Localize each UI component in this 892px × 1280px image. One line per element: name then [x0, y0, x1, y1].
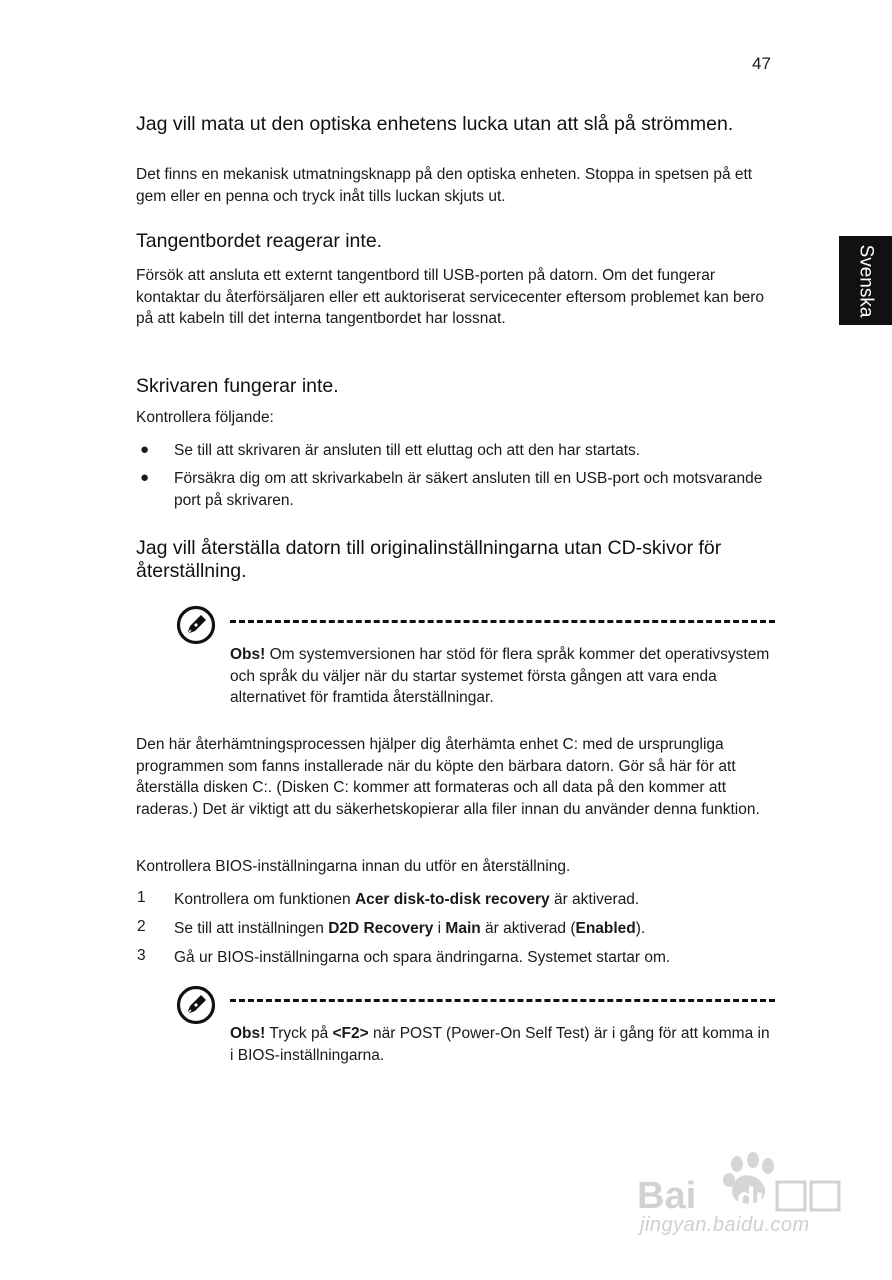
step-bold-text: D2D Recovery: [328, 920, 434, 937]
note-label: Obs!: [230, 646, 266, 663]
page-number: 47: [752, 54, 771, 73]
section-body-keyboard: Försök att ansluta ett externt tangentbord till USB-porten på datorn. Om det fungerar kontaktar du återförsäljaren eller ett auktoriserat servicecenter eftersom problemet kan bero på att kabeln till det interna tangentbordet har lossnat.: [136, 267, 765, 327]
note-pen-icon: [176, 605, 216, 645]
bullet-marker: ●: [140, 469, 150, 486]
bios-check-intro: Kontrollera BIOS-inställningarna innan du utför en återställning.: [136, 858, 571, 875]
language-tab: [839, 236, 892, 325]
step-number: 2: [137, 918, 146, 935]
note-text: Tryck på: [265, 1025, 333, 1042]
note-text: när POST (Power-On Self Test) är i gång för att komma in i BIOS-inställningarna.: [230, 1025, 770, 1064]
step-text: i: [433, 920, 446, 937]
step-bold-text: Acer disk-to-disk recovery: [354, 891, 550, 908]
step-item: [174, 918, 774, 940]
bullet-marker: ●: [140, 441, 150, 458]
note-key: <F2>: [332, 1025, 369, 1042]
section-heading-printer: Skrivaren fungerar inte.: [136, 375, 339, 397]
note-pen-icon: [176, 985, 216, 1025]
note-bios-key: [230, 1023, 770, 1066]
step-bold-text: Enabled: [575, 920, 636, 937]
bullet-item: Försäkra dig om att skrivarkabeln är säkert ansluten till en USB-port och motsvarande port på skrivaren.: [174, 470, 763, 509]
recovery-description: Den här återhämtningsprocessen hjälper dig återhämta enhet C: med de ursprungliga programmen som fanns installerade när du köpte den bärbara datorn. Gör så här för att återställa disken C:. (Disken C: kommer att formateras och all data på den kommer att raderas.) Det är viktigt att du säkerhetskopierar alla filer innan du använder denna funktion.: [136, 736, 760, 818]
svg-text:du: du: [737, 1182, 774, 1215]
section-body-optical-drive: Det finns en mekanisk utmatningsknapp på den optiska enheten. Stoppa in spetsen på ett gem eller en penna och tryck inåt tills luckan skjuts ut.: [136, 166, 753, 205]
step-text: är aktiverad.: [549, 891, 640, 908]
step-text: ).: [635, 920, 646, 937]
note-recovery-language: [230, 644, 770, 709]
section-heading-recovery: Jag vill återställa datorn till originalinställningarna utan CD-skivor för återställning.: [136, 537, 722, 582]
note-divider: [230, 999, 775, 1002]
step-text: Kontrollera om funktionen: [174, 891, 355, 908]
language-tab-label: Svenska: [855, 244, 877, 317]
bullet-item: Se till att skrivaren är ansluten till ett eluttag och att den har startats.: [174, 442, 641, 459]
step-number: 1: [137, 889, 146, 906]
step-item: [174, 889, 774, 911]
step-text: Gå ur BIOS-inställningarna och spara ändringarna. Systemet startar om.: [174, 949, 671, 966]
step-text: Se till att inställningen: [174, 920, 329, 937]
section-heading-keyboard: Tangentbordet reagerar inte.: [136, 230, 383, 252]
note-text: Om systemversionen har stöd för flera språk kommer det operativsystem och språk du väljer när du startar systemet första gången att vara enda alternativet för framtida återställningar.: [230, 646, 770, 706]
step-item: [174, 947, 774, 969]
step-text: är aktiverad (: [480, 920, 576, 937]
note-label: Obs!: [230, 1025, 266, 1042]
svg-text:Bai: Bai: [637, 1175, 697, 1217]
note-divider: [230, 620, 775, 623]
step-bold-text: Main: [445, 920, 481, 937]
step-number: 3: [137, 947, 146, 964]
printer-intro: Kontrollera följande:: [136, 409, 274, 426]
section-heading-optical-drive: Jag vill mata ut den optiska enhetens lucka utan att slå på strömmen.: [136, 113, 734, 135]
watermark-url: jingyan.baidu.com: [640, 1214, 810, 1236]
